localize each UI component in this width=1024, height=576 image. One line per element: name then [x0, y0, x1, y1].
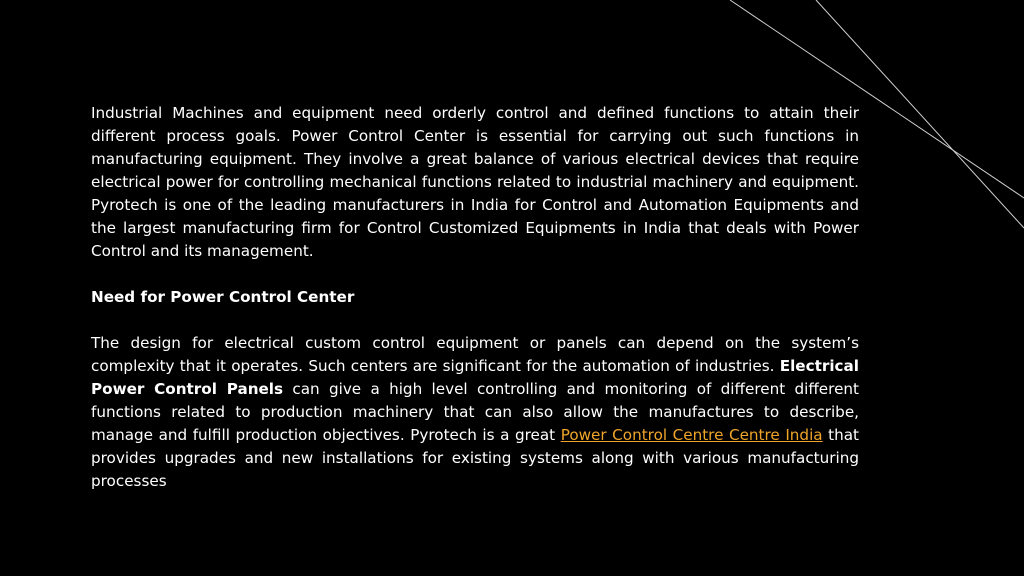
spacer	[91, 263, 859, 286]
paragraph-text: can give a high level controlling and monitoring of different different functions related to production machinery that can also allow the manufactures to describe, manage and fulfill production objectives. Pyrotech is a great	[91, 380, 859, 444]
bold-term: Electrical Power Control Panels	[91, 357, 859, 398]
text-body	[91, 102, 859, 493]
power-control-centre-link[interactable]: Power Control Centre Centre India	[560, 426, 823, 444]
paragraph-text: The design for electrical custom control equipment or panels can depend on the system’s complexity that it operates. Such centers are significant for the automation of industries.	[91, 334, 859, 375]
intro-paragraph: Industrial Machines and equipment need orderly control and defined functions to attain their different process goals. Power Control Center is essential for carrying out such functions in manufacturing equipment. They involve a great balance of various electrical devices that require electrical power for controlling mechanical functions related to industrial machinery and equipment. Pyrotech is one of the leading manufacturers in India for Control and Automation Equipments and the largest manufacturing firm for Control Customized Equipments in India that deals with Power Control and its management.	[91, 104, 859, 260]
design-paragraph	[91, 332, 859, 493]
spacer	[91, 309, 859, 332]
section-heading: Need for Power Control Center	[91, 288, 355, 306]
paragraph-text: that provides upgrades and new installations for existing systems along with various manufacturing processes	[91, 426, 860, 490]
